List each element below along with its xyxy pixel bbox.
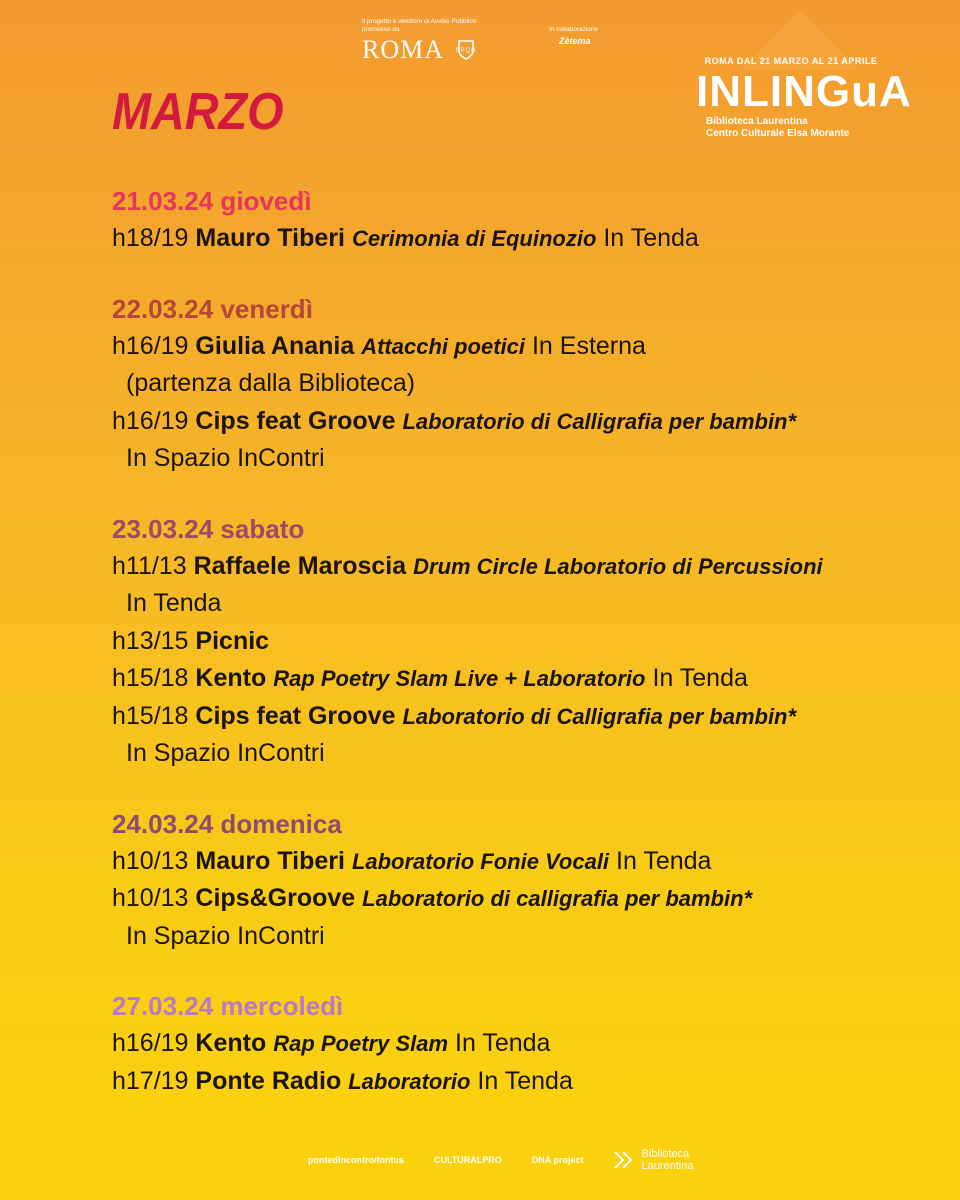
event-artist: Giulia Anania — [195, 331, 355, 360]
event-row — [112, 1025, 932, 1063]
event-artist: Ponte Radio — [195, 1066, 342, 1095]
day-heading: 23.03.24 sabato — [112, 513, 305, 544]
sponsor-dna: DNA project — [531, 1155, 584, 1165]
event-continuation: In Spazio InContri — [126, 921, 325, 950]
event-time: h17/19 — [112, 1066, 189, 1095]
day-block — [112, 290, 932, 478]
event-row — [112, 548, 932, 586]
day-block — [112, 805, 932, 956]
event-artist: Cips feat Groove — [195, 701, 396, 730]
event-artist: Picnic — [195, 626, 270, 655]
event-title: Rap Poetry Slam Live + Laboratorio — [273, 666, 646, 691]
event-place: In Tenda — [477, 1066, 573, 1095]
event-title: Laboratorio di Calligrafia per bambin* — [402, 703, 797, 729]
event-row — [112, 660, 932, 698]
event-artist: Kento — [195, 664, 267, 692]
roma-wordmark: ROMA — [362, 35, 445, 64]
event-place: In Esterna — [531, 331, 646, 360]
event-title: Drum Circle Laboratorio di Percussioni — [413, 553, 823, 579]
festival-venue-2: Centro Culturale Elsa Morante — [706, 128, 850, 139]
event-time: h10/13 — [112, 884, 189, 912]
event-continuation: In Spazio InContri — [126, 739, 325, 767]
festival-venue-1: Biblioteca Laurentina — [706, 116, 808, 127]
event-time: h16/19 — [112, 1029, 189, 1057]
day-heading: 24.03.24 domenica — [112, 808, 342, 839]
event-row — [112, 220, 932, 258]
day-block — [112, 510, 932, 773]
festival-logo — [696, 56, 912, 140]
event-row — [112, 1063, 932, 1101]
day-heading: 21.03.24 giovedì — [112, 186, 312, 216]
month-title: MARZO — [112, 83, 284, 141]
day-heading: 22.03.24 venerdì — [112, 293, 313, 324]
event-title: Laboratorio di calligrafia per bambin* — [362, 886, 753, 911]
event-artist: Cips feat Groove — [195, 406, 396, 435]
sponsor-logos — [308, 1148, 703, 1172]
festival-title: INLINGuA — [696, 67, 912, 116]
event-title: Laboratorio di Calligrafia per bambin* — [402, 408, 797, 434]
event-title: Laboratorio — [348, 1068, 471, 1094]
collab-logo — [549, 26, 619, 46]
collab-note: In collaborazione — [549, 26, 599, 33]
event-continuation: In Spazio InContri — [126, 444, 325, 472]
roma-note: Il progetto è vincitore di Avviso Pubblico promosso da — [362, 18, 477, 33]
event-row — [112, 843, 932, 881]
event-title: Laboratorio Fonie Vocali — [351, 848, 610, 874]
day-block — [112, 987, 932, 1100]
event-row — [112, 698, 932, 736]
event-artist: Cips&Groove — [195, 884, 356, 912]
event-row — [112, 328, 932, 366]
event-time: h16/19 — [112, 331, 189, 360]
zetema-logo: Zètema — [559, 36, 591, 46]
roma-shield-icon — [455, 40, 477, 60]
event-continuation: (partenza dalla Biblioteca) — [126, 369, 416, 397]
event-row — [112, 880, 932, 918]
biblioteca-logo-icon — [613, 1150, 635, 1170]
day-heading: 27.03.24 mercoledì — [112, 991, 344, 1021]
event-time: h16/19 — [112, 406, 189, 435]
event-time: h13/15 — [112, 626, 189, 655]
festival-dates: ROMA DAL 21 MARZO AL 21 APRILE — [704, 56, 878, 66]
event-time: h10/13 — [112, 846, 189, 875]
event-artist: Mauro Tiberi — [195, 846, 345, 875]
roma-logo — [362, 18, 492, 65]
event-artist: Raffaele Maroscia — [193, 551, 407, 580]
event-time: h15/18 — [112, 664, 189, 692]
event-continuation: In Tenda — [126, 589, 222, 617]
svg-text:SPQR: SPQR — [455, 48, 477, 54]
event-place: In Tenda — [652, 664, 748, 692]
event-place: In Tenda — [455, 1029, 551, 1057]
day-block — [112, 182, 932, 258]
event-title: Attacchi poetici — [361, 333, 526, 359]
event-title: Cerimonia di Equinozio — [351, 226, 597, 251]
event-row — [112, 623, 932, 661]
event-artist: Kento — [195, 1029, 267, 1057]
event-time: h11/13 — [112, 551, 187, 580]
event-time: h18/19 — [112, 224, 189, 252]
sponsor-biblioteca-label: Biblioteca Laurentina — [641, 1148, 694, 1172]
sponsor-fontus: pontedincontro/fontus — [308, 1155, 404, 1165]
event-place: In Tenda — [603, 224, 699, 252]
event-artist: Mauro Tiberi — [195, 224, 345, 252]
sponsor-culturalpro: CULTURALPRO — [433, 1155, 502, 1165]
event-row — [112, 403, 932, 441]
event-place: In Tenda — [616, 846, 712, 875]
program-list — [112, 182, 932, 1132]
event-title: Rap Poetry Slam — [273, 1031, 449, 1056]
event-time: h15/18 — [112, 701, 189, 730]
sponsor-biblioteca — [613, 1148, 703, 1172]
